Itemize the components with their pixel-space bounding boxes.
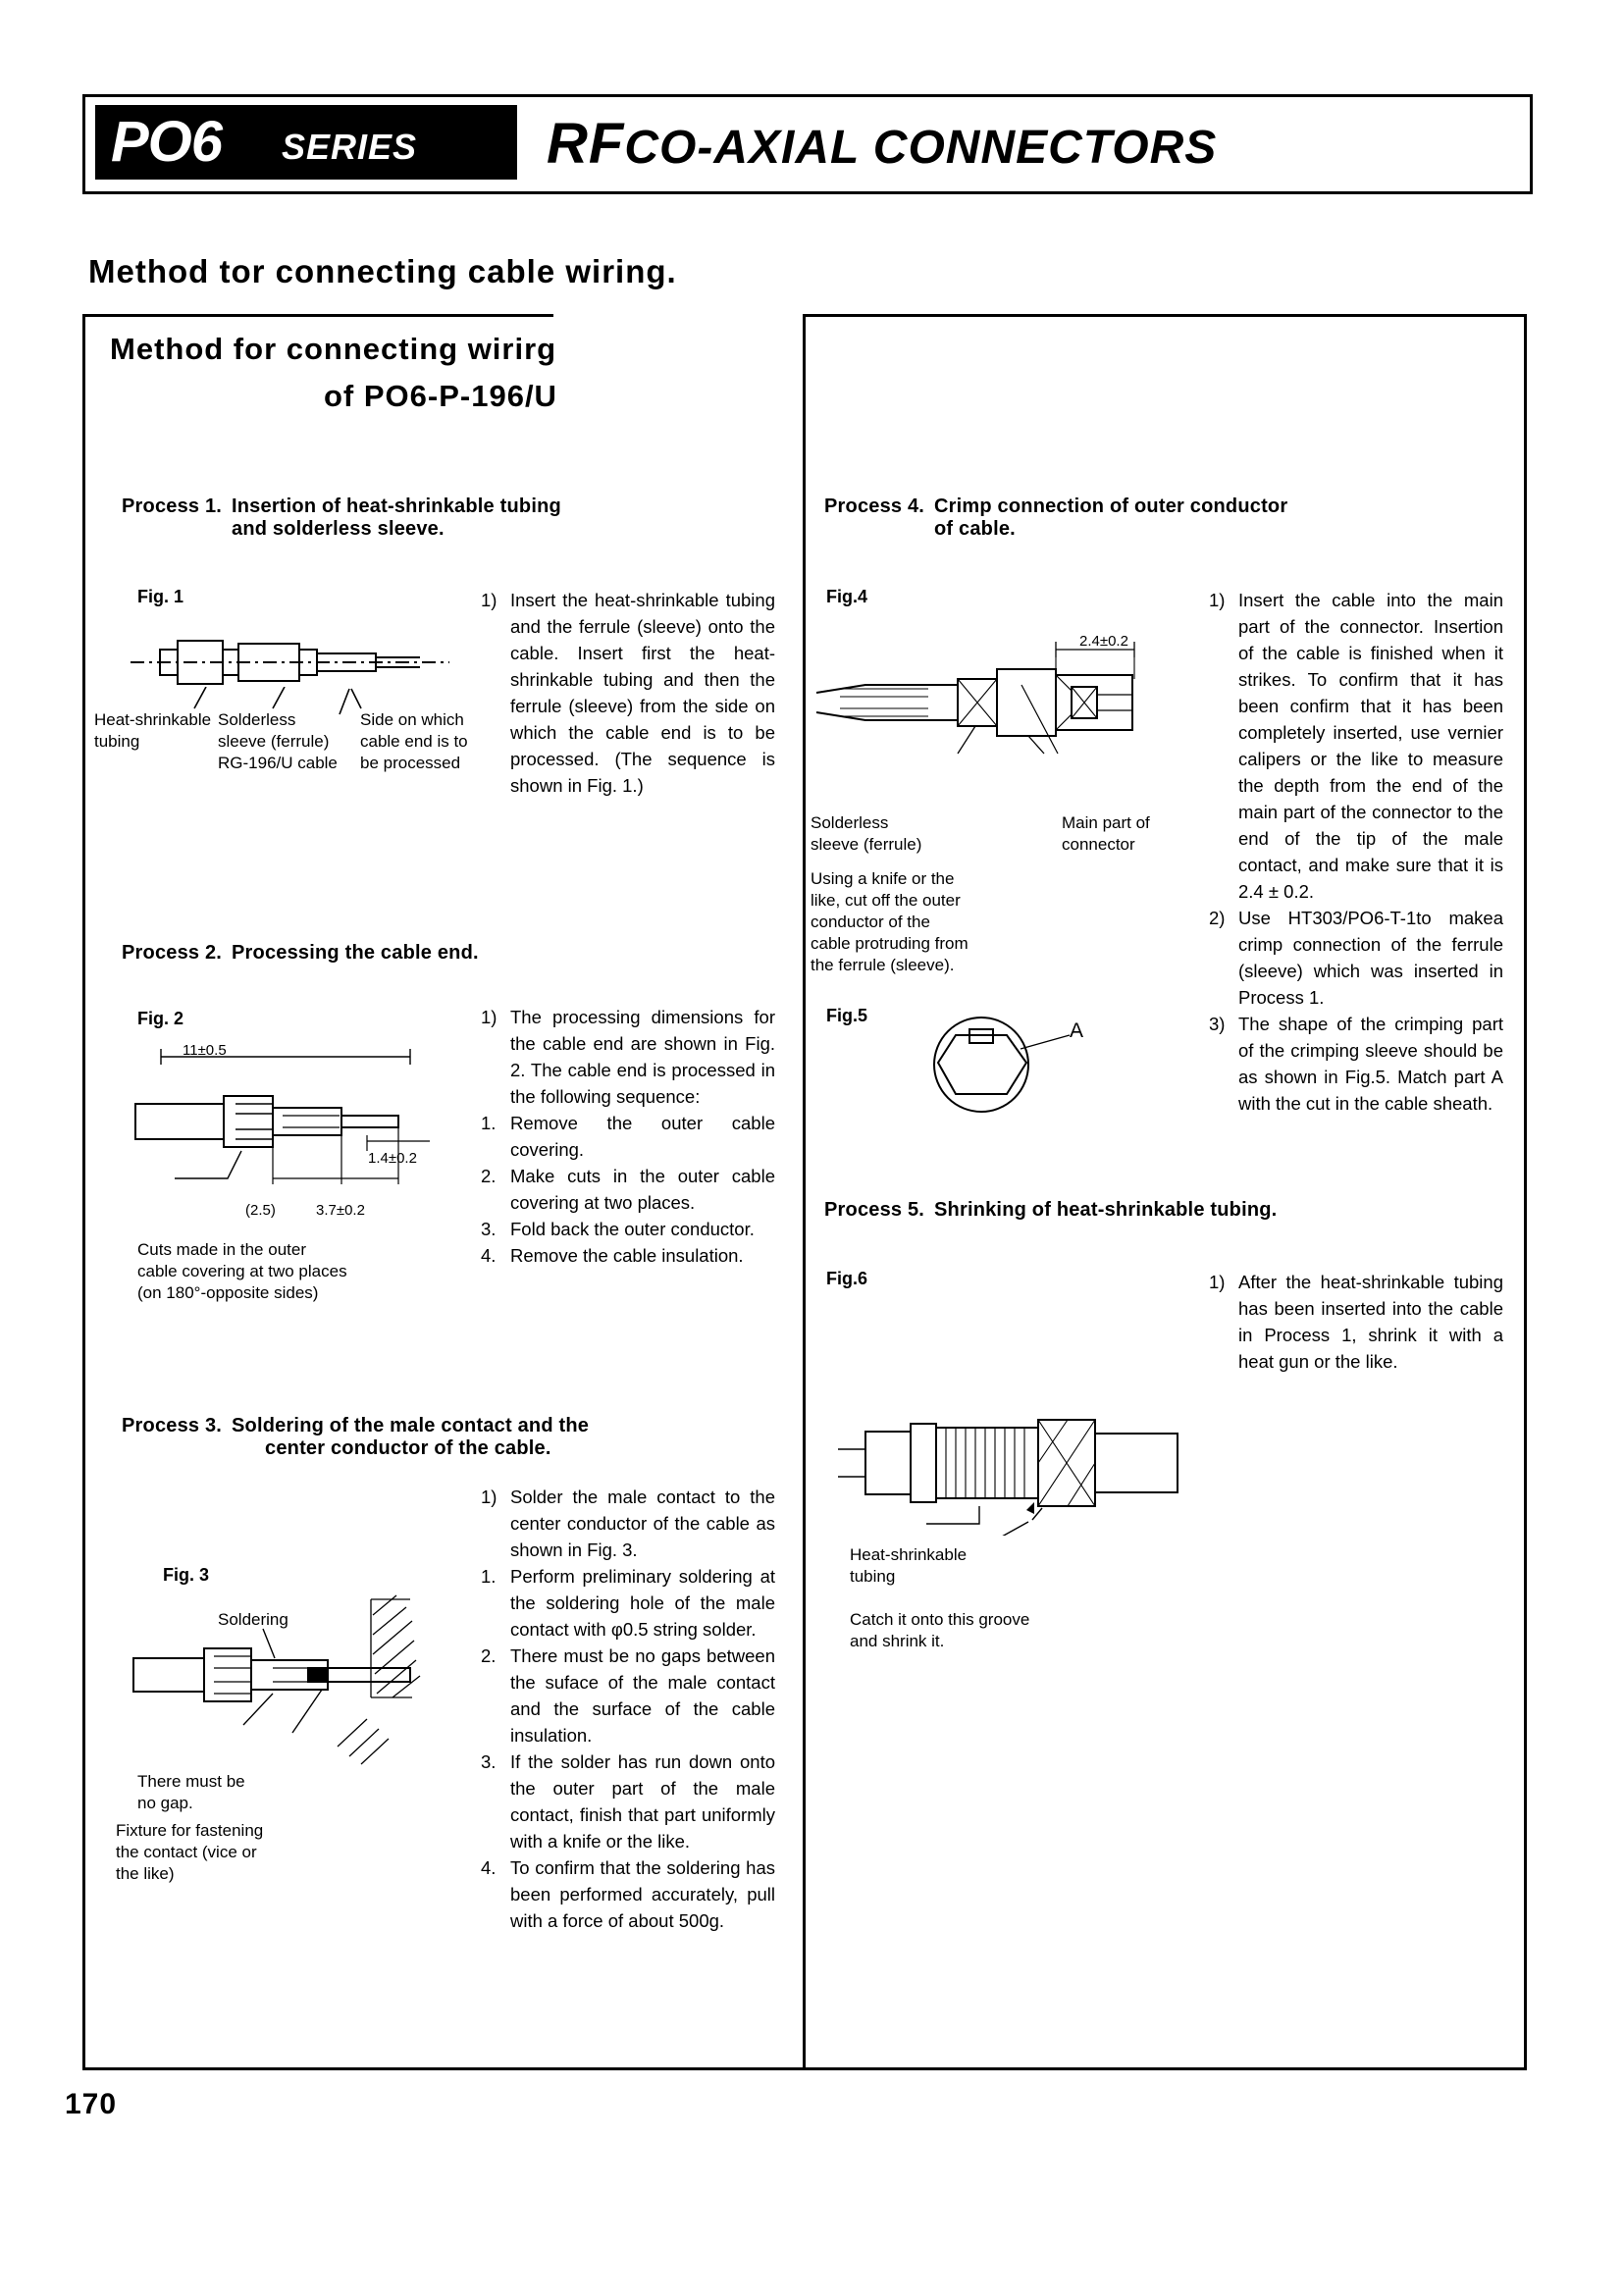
process-3-title-line2: center conductor of the cable. <box>265 1437 551 1459</box>
process-5-heading <box>824 1199 1511 1222</box>
process-1-text <box>481 587 775 799</box>
process-4-item-3: The shape of the crimping part of the crimping sleeve should be as shown in Fig.5. Match part A with the cut in the cable sheath. <box>1238 1014 1503 1114</box>
fig-5-drawing <box>913 1006 1138 1123</box>
process-1-title: Insertion of heat-shrinkable tubing <box>232 496 561 517</box>
process-1-title-line2: and solderless sleeve. <box>232 518 445 540</box>
fig-6-drawing <box>832 1398 1244 1536</box>
fig-2-dim-length: 11±0.5 <box>183 1042 227 1059</box>
process-3-step-3: If the solder has run down onto the outer part of the male contact, finish that part uniformly with a knife or the like. <box>510 1751 775 1852</box>
marker: 4. <box>481 1857 497 1878</box>
header-title-rest: CO-AXIAL CONNECTORS <box>624 122 1218 174</box>
process-4-title: Crimp connection of outer conductor <box>934 496 1288 517</box>
process-3-item-1: Solder the male contact to the center conductor of the cable as shown in Fig. 3. <box>510 1487 775 1560</box>
process-4-text <box>1209 587 1503 1117</box>
process-3-text <box>481 1484 775 1934</box>
process-2-heading <box>122 942 750 965</box>
fig-3-label: Fig. 3 <box>163 1565 210 1585</box>
fig-4-knife-note: Using a knife or the like, cut off the outer conductor of the cable protruding from the ferrule (sleeve). <box>811 869 969 974</box>
marker: 3) <box>1209 1014 1226 1034</box>
series-badge-main: PO6 <box>111 110 223 174</box>
series-badge-sub: SERIES <box>282 127 418 167</box>
fig-4-sleeve-label: Solderless sleeve (ferrule) <box>811 813 922 854</box>
page-header <box>82 94 1533 194</box>
fig-3-nogap-label: There must be no gap. <box>137 1772 245 1812</box>
process-1-item-1: Insert the heat-shrinkable tubing and the ferrule (sleeve) onto the cable. Insert first the heat-shrinkable tubing and then the ferrule (sleeve) from the side on which the cable end is to be processed. (The sequence is shown in Fig. 1.) <box>510 590 775 796</box>
page-number: 170 <box>65 2088 118 2120</box>
process-2-item-1: The processing dimensions for the cable end are shown in Fig. 2. The cable end is processed in the following sequence: <box>510 1007 775 1107</box>
process-3-step-1: Perform preliminary soldering at the soldering hole of the male contact with φ0.5 string solder. <box>510 1566 775 1640</box>
process-2-text <box>481 1004 775 1269</box>
marker: 1. <box>481 1113 497 1133</box>
fig-6-heatshrink-label: Heat-shrinkable tubing <box>850 1545 968 1586</box>
marker: 1) <box>481 1007 497 1027</box>
fig-4-label: Fig.4 <box>826 587 868 606</box>
marker: 2. <box>481 1166 497 1186</box>
process-5-text <box>1209 1269 1503 1375</box>
fig-1-sleeve-label: Solderless sleeve (ferrule) RG-196/U cable <box>218 710 338 772</box>
fig-2-label: Fig. 2 <box>137 1009 184 1028</box>
process-3-heading <box>122 1415 750 1460</box>
fig-3-fixture-label: Fixture for fastening the contact (vice or the like) <box>116 1821 264 1883</box>
process-5-item-1: After the heat-shrinkable tubing has been inserted into the cable in Process 1, shrink it with a heat gun or the like. <box>1238 1272 1503 1372</box>
process-2-title: Processing the cable end. <box>232 942 479 964</box>
header-title <box>547 111 1217 177</box>
fig-6-label: Fig.6 <box>826 1269 868 1288</box>
process-2-step-3: Fold back the outer conductor. <box>510 1219 755 1239</box>
process-3-title: Soldering of the male contact and the <box>232 1415 590 1436</box>
fig-1-leader-lines <box>147 687 422 716</box>
process-3-step-2: There must be no gaps between the suface of the male contact and the surface of the cable insulation. <box>510 1645 775 1746</box>
process-2-step-4: Remove the cable insulation. <box>510 1245 744 1266</box>
fig-3-drawing <box>126 1570 449 1796</box>
fig-2-dim-b: (2.5) <box>245 1202 276 1219</box>
page-title: Method tor connecting cable wiring. <box>88 253 677 289</box>
marker: 3. <box>481 1219 497 1239</box>
process-2-step-1: Remove the outer cable covering. <box>510 1113 775 1160</box>
marker: 2) <box>1209 908 1226 928</box>
fig-1-side-label: Side on which cable end is to be processed <box>360 710 468 772</box>
fig-5-part-a-label: A <box>1070 1019 1084 1042</box>
process-4-title-line2: of cable. <box>934 518 1016 540</box>
series-badge <box>95 105 517 180</box>
section-title-line1: Method for connecting wirirg <box>110 332 557 366</box>
fig-2-dim-c: 3.7±0.2 <box>316 1202 365 1219</box>
header-title-rf: RF <box>547 112 625 176</box>
fig-2-dim-a: 1.4±0.2 <box>368 1150 417 1167</box>
process-5-title: Shrinking of heat-shrinkable tubing. <box>934 1199 1278 1221</box>
fig-5-label: Fig.5 <box>826 1006 868 1025</box>
fig-4-main-label: Main part of connector <box>1062 813 1150 854</box>
marker: 1) <box>1209 1272 1226 1292</box>
process-4-item-2: Use HT303/PO6-T-1to makea crimp connection of the ferrule (sleeve) which was inserted in Process 1. <box>1238 908 1503 1008</box>
process-4-heading <box>824 496 1511 541</box>
fig-1-heatshrink-label: Heat-shrinkable tubing <box>94 710 212 751</box>
process-4-item-1: Insert the cable into the main part of the connector. Insertion of the cable is finished when it strikes. To confirm that it has been confirm that it has been completely inserted, use vernier calipers or the like to measure the depth from the end of the main part of the connector to the end of the tip of the male contact, and make sure that it is 2.4 ± 0.2. <box>1238 590 1503 902</box>
marker: 1) <box>481 1487 497 1507</box>
process-3-step-4: To confirm that the soldering has been performed accurately, pull with a force of about 500g. <box>510 1857 775 1931</box>
marker: 2. <box>481 1645 497 1666</box>
process-3-number: Process 3. <box>122 1415 223 1436</box>
fig-4-drawing <box>811 628 1203 765</box>
marker: 1. <box>481 1566 497 1587</box>
section-title-line2: of PO6-P-196/U <box>324 379 557 413</box>
column-divider <box>803 314 806 2070</box>
process-2-step-2: Make cuts in the outer cable covering at two places. <box>510 1166 775 1213</box>
fig-3-soldering-label: Soldering <box>218 1610 288 1629</box>
marker: 3. <box>481 1751 497 1772</box>
fig-1-label: Fig. 1 <box>137 587 184 606</box>
process-5-number: Process 5. <box>824 1199 925 1221</box>
process-1-number: Process 1. <box>122 496 223 517</box>
marker: 4. <box>481 1245 497 1266</box>
fig-4-dim: 2.4±0.2 <box>1079 633 1128 650</box>
marker: 1) <box>1209 590 1226 610</box>
fig-2-drawing <box>126 1035 469 1212</box>
fig-6-catch-label: Catch it onto this groove and shrink it. <box>850 1610 1030 1650</box>
process-4-number: Process 4. <box>824 496 925 517</box>
fig-2-note: Cuts made in the outer cable covering at two places (on 180°-opposite sides) <box>137 1240 347 1302</box>
process-1-heading <box>122 496 750 541</box>
process-2-number: Process 2. <box>122 942 223 964</box>
marker: 1) <box>481 590 497 610</box>
